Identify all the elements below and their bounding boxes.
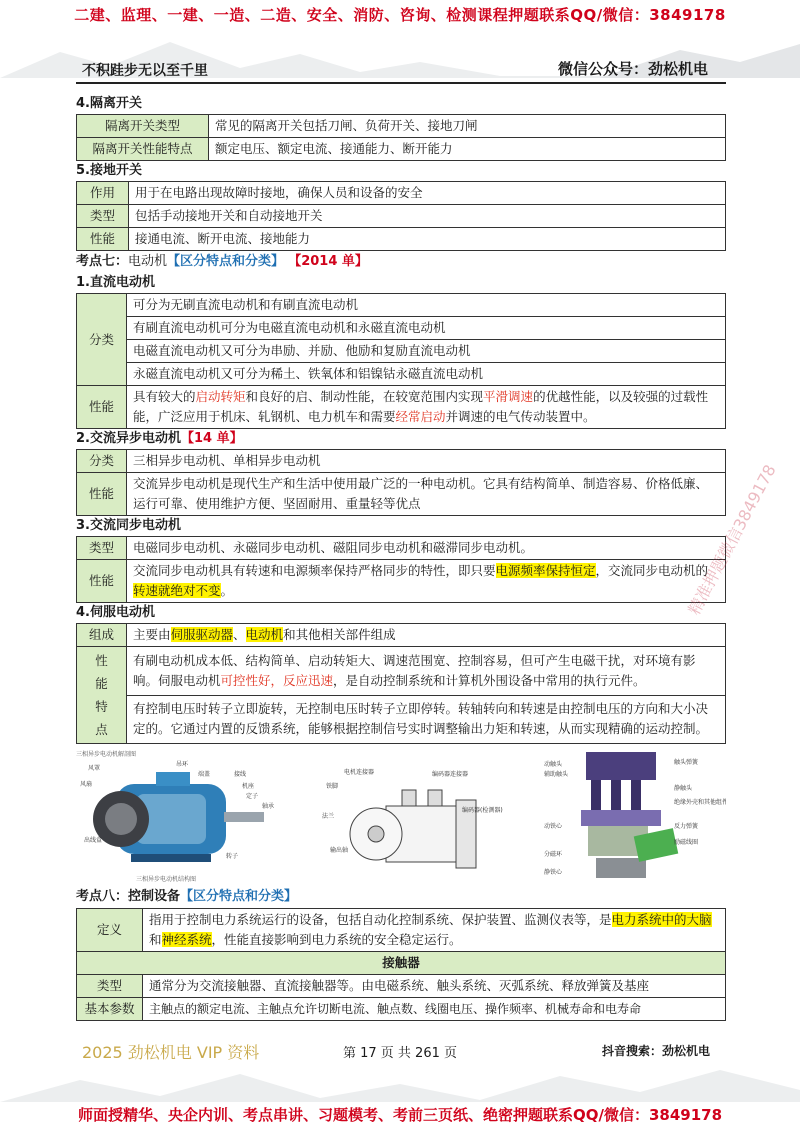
table-row [77, 363, 726, 386]
section-servo-motor-title: 4.伺服电动机 [76, 605, 155, 620]
part-label: 静铁心 [544, 869, 563, 876]
part-label: 接线 [234, 771, 247, 778]
part-label: 出线盒 [84, 837, 103, 844]
header-wechat: 微信公众号：劲松机电 [557, 60, 708, 78]
row-label: 类型 [77, 975, 143, 998]
page-content [76, 94, 726, 1021]
text: 有刷电动机成本低、结构简单、启动转矩大、调速范围宽、控制容易，但可产生电磁干扰，对环境有影响。伺服电动机 [133, 652, 696, 688]
row-label: 作用 [77, 182, 129, 205]
part-label: 动铁心 [544, 823, 563, 830]
row-value [143, 909, 726, 952]
table-row [77, 228, 726, 251]
row-label: 性能 [77, 560, 127, 603]
contactor-header: 接触器 [77, 952, 726, 975]
highlight-text: 电动机 [245, 627, 284, 642]
row-value: 有刷直流电动机可分为电磁直流电动机和永磁直流电动机 [127, 317, 726, 340]
motor-diagrams [76, 746, 726, 886]
row-value: 接通电流、断开电流、接地能力 [129, 228, 726, 251]
row-value: 用于在电路出现故障时接地，确保人员和设备的安全 [129, 182, 726, 205]
row-label: 基本参数 [77, 998, 143, 1021]
row-value: 常见的隔离开关包括刀闸、负荷开关、接地刀闸 [209, 115, 726, 138]
table-row [77, 115, 726, 138]
table-row [77, 138, 726, 161]
part-label: 输出轴 [330, 847, 349, 854]
part-label: 轴承 [262, 803, 275, 810]
exam-point-7-title [76, 251, 726, 273]
row-value: 三相异步电动机、单相异步电动机 [127, 450, 726, 473]
text: 具有较大的 [133, 389, 196, 404]
text: 和其他相关部件组成 [283, 627, 396, 642]
part-label: 铁脚 [326, 783, 339, 790]
dc-motor-table [76, 293, 726, 429]
section-ac-sync-motor-title: 3.交流同步电动机 [76, 518, 181, 533]
row-value: 主触点的额定电流、主触点允许切断电流、触点数、线圈电压、操作频率、机械寿命和电寿命 [143, 998, 726, 1021]
table-row [77, 560, 726, 603]
image-caption: 三相异步电动机结构图 [136, 876, 197, 883]
section-ac-async-motor-title [76, 429, 726, 449]
part-label: 编码器连接器 [432, 771, 469, 778]
footer-douyin: 抖音搜索：劲松机电 [601, 1044, 710, 1058]
exam-point-8-title [76, 886, 726, 908]
part-label: 电机连接器 [344, 769, 375, 776]
exam-point-name: 电动机 [128, 254, 168, 269]
text: 、 [233, 627, 246, 642]
table-row [77, 998, 726, 1021]
row-label: 性能 [77, 386, 127, 429]
row-value: 电磁同步电动机、永磁同步电动机、磁阻同步电动机和磁滞同步电动机。 [127, 537, 726, 560]
part-label: 静触头 [674, 785, 693, 792]
page-number: 第 17 页 共 261 页 [342, 1046, 458, 1061]
row-value: 包括手动接地开关和自动接地开关 [129, 205, 726, 228]
row-value [127, 647, 726, 696]
row-value: 通常分为交流接触器、直流接触器等。由电磁系统、触头系统、灭弧系统、释放弹簧及基座 [143, 975, 726, 998]
row-label: 性能特点 [77, 647, 127, 744]
highlight-text: 启动转矩 [195, 389, 246, 404]
header-divider [76, 82, 726, 84]
row-value: 额定电压、额定电流、接通能力、断开能力 [209, 138, 726, 161]
part-label: 风扇 [80, 781, 93, 788]
part-label: 励磁线圈 [674, 839, 699, 846]
table-row [77, 450, 726, 473]
highlight-text: 可控性好，反应迅速 [220, 672, 334, 688]
text: 的优越性能，以及较强的过载性能，广泛应用于机床、轧钢机、电力机车和需要 [133, 389, 709, 424]
row-value: 交流异步电动机是现代生产和生活中使用最广泛的一种电动机。它具有结构简单、制造容易、价格低廉、运行可靠、使用维护方便、坚固耐用、重量轻等优点 [127, 473, 726, 516]
text: ，交流同步电动机的 [595, 563, 709, 578]
exam-point-label: 考点八： [76, 889, 129, 904]
part-label: 机座 [242, 783, 255, 790]
table-row [77, 182, 726, 205]
row-label: 类型 [77, 205, 129, 228]
section-isolation-switch-title: 4.隔离开关 [76, 96, 142, 111]
text: 交流同步电动机具有转速和电源频率保持严格同步的特性，即只要 [133, 563, 496, 578]
table-row [77, 205, 726, 228]
exam-point-year: 【2014 单】 [288, 254, 368, 269]
row-value [127, 624, 726, 647]
exam-point-name: 控制设备 [128, 889, 181, 904]
text: ，是自动控制系统和计算机外围设备中常用的执行元件。 [333, 672, 646, 688]
row-label: 组成 [77, 624, 127, 647]
part-label: 绝缘外壳和其他组件 [674, 799, 726, 806]
table-row [77, 317, 726, 340]
part-label: 端盖 [198, 771, 211, 778]
servo-motor-table [76, 623, 726, 744]
part-label: 动触头 [544, 761, 563, 768]
highlight-text: 转速就绝对不变 [133, 583, 221, 598]
part-label: 法兰 [322, 813, 335, 820]
ac-sync-motor-table [76, 536, 726, 603]
table-row [77, 386, 726, 429]
highlight-text: 伺服驱动器 [170, 627, 234, 642]
footer-mountain-decoration [0, 1062, 800, 1102]
table-row [77, 909, 726, 952]
row-value: 有控制电压时转子立即旋转，无控制电压时转子立即停转。转轴转向和转速是由控制电压的方向和大小决定的。它通过内置的反馈系统，能够根据控制信号实时调整输出力矩和转速，从而实现精确的运动控制。 [127, 695, 726, 744]
motor-images [76, 746, 726, 886]
isolation-switch-table [76, 114, 726, 161]
highlight-text: 平滑调速 [483, 389, 534, 404]
highlight-text: 经常启动 [395, 409, 446, 424]
text: 和 [149, 932, 162, 947]
part-label: 辅助触头 [544, 771, 569, 778]
grounding-switch-table [76, 181, 726, 251]
row-label: 性能 [77, 228, 129, 251]
exam-point-label: 考点七： [76, 254, 129, 269]
row-label: 性能 [77, 473, 127, 516]
table-row [77, 695, 726, 744]
section-dc-motor-title: 1.直流电动机 [76, 275, 155, 290]
bottom-contact-banner: 师面授精华、央企内训、考点串讲、习题模考、考前三页纸、绝密押题联系QQ/微信：3849178 [77, 1106, 723, 1124]
row-label: 分类 [77, 294, 127, 386]
row-label: 隔离开关性能特点 [77, 138, 209, 161]
exam-point-tag: 【区分特点和分类】 [180, 889, 298, 904]
part-label: 吊环 [176, 761, 189, 768]
table-row [77, 952, 726, 975]
ac-async-motor-table [76, 449, 726, 516]
part-label: 转子 [226, 853, 239, 860]
text: 并调速的电气传动装置中。 [445, 409, 596, 424]
part-label: 风罩 [88, 765, 101, 772]
text: 和良好的启、制动性能，在较宽范围内实现 [245, 389, 484, 404]
title-text: 2.交流异步电动机 [76, 431, 181, 446]
table-row [77, 473, 726, 516]
part-label: 触头弹簧 [674, 759, 699, 766]
row-value: 永磁直流电动机又可分为稀土、铁氧体和铝镍钴永磁直流电动机 [127, 363, 726, 386]
highlight-text: 电源频率保持恒定 [495, 563, 596, 578]
row-label: 类型 [77, 537, 127, 560]
table-row [77, 975, 726, 998]
table-row [77, 537, 726, 560]
row-value [127, 386, 726, 429]
image-caption: 三相异步电动机解剖图 [76, 751, 137, 758]
row-value: 可分为无刷直流电动机和有刷直流电动机 [127, 294, 726, 317]
text: ，性能直接影响到电力系统的安全稳定运行。 [211, 932, 462, 947]
row-value [127, 560, 726, 603]
table-row [77, 624, 726, 647]
row-label: 分类 [77, 450, 127, 473]
text: 指用于控制电力系统运行的设备，包括自动化控制系统、保护装置、监测仪表等，是 [149, 912, 612, 927]
footer-vip-label: 2025 劲松机电 VIP 资料 [82, 1043, 260, 1062]
row-label: 隔离开关类型 [77, 115, 209, 138]
row-value: 电磁直流电动机又可分为串励、并励、他励和复励直流电动机 [127, 340, 726, 363]
top-contact-banner: 二建、监理、一建、一造、二造、安全、消防、咨询、检测课程押题联系QQ/微信：3849178 [74, 6, 726, 24]
part-label: 定子 [246, 793, 259, 800]
text: 主要由 [133, 627, 171, 642]
table-row [77, 647, 726, 696]
control-equipment-table [76, 908, 726, 1021]
header-motto: 不积跬步无以至千里 [82, 63, 208, 79]
text: 。 [220, 583, 234, 598]
highlight-text: 神经系统 [161, 932, 212, 947]
servo-motor-image [322, 768, 503, 868]
exam-point-tag: 【区分特点和分类】 [167, 254, 285, 269]
watermark-text: 精准押题微信3849178 [684, 461, 780, 619]
table-row [77, 340, 726, 363]
part-label: 反力弹簧 [674, 823, 699, 830]
part-label: 分磁环 [544, 851, 563, 858]
row-label: 定义 [77, 909, 143, 952]
contactor-cutaway-image [544, 752, 726, 878]
section-grounding-switch-title: 5.接地开关 [76, 163, 142, 178]
highlight-text: 电力系统中的大脑 [611, 912, 712, 927]
async-motor-cutaway-image [76, 750, 274, 883]
exam-year-tag: 【14 单】 [180, 431, 243, 446]
table-row [77, 294, 726, 317]
part-label: 编码器(检测器) [462, 807, 503, 814]
